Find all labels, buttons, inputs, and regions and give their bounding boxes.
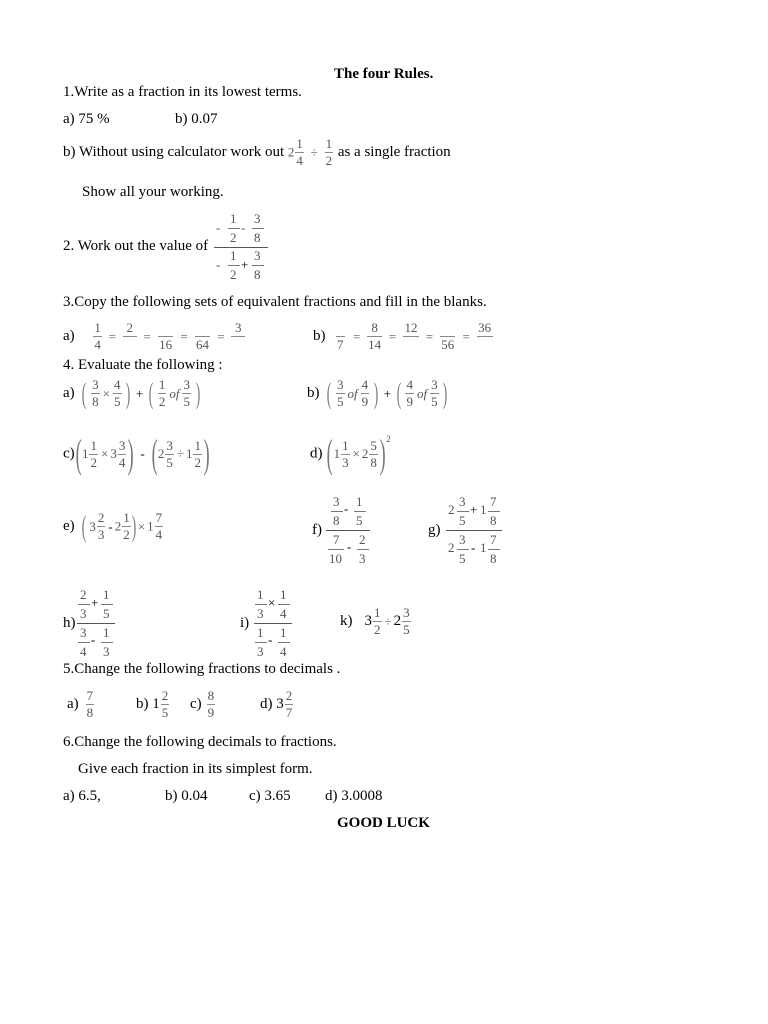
left-paren: ( [327, 376, 332, 410]
q1-heading: 1.Write as a fraction in its lowest terms. [63, 84, 302, 100]
numerator: 12 [404, 320, 418, 335]
denominator: 2 [194, 454, 201, 470]
q5-a [67, 688, 95, 721]
denominator: 8 [254, 230, 261, 245]
fraction [336, 377, 345, 410]
q4-k-label: k) [340, 613, 353, 629]
minus-sign: - [347, 539, 352, 554]
fraction-bar [357, 549, 369, 550]
q1-b2-pre: b) Without using calculator work out [63, 144, 285, 160]
fraction [93, 320, 102, 353]
numerator: 1 [280, 587, 287, 602]
fraction-bar [278, 642, 290, 643]
numerator: 1 [103, 587, 110, 602]
fraction-bar [328, 549, 344, 550]
fraction [86, 688, 95, 721]
numerator: 1 [94, 320, 101, 335]
q3-a-label: a) [63, 328, 75, 344]
numerator: 3 [118, 437, 126, 453]
q1-show-working: Show all your working. [82, 184, 224, 200]
numerator: 8 [207, 688, 215, 703]
denominator: 64 [195, 337, 209, 352]
denominator: 5 [337, 394, 344, 409]
plus-sign: + [136, 385, 144, 401]
whole-number: 3 [110, 446, 117, 461]
q5-d-label: d) 3 [260, 696, 284, 712]
minus-sign: - [268, 632, 273, 647]
equals-sign: = [217, 328, 225, 344]
numerator: 2 [285, 688, 293, 703]
plus-sign: + [241, 257, 249, 272]
q5-d [260, 688, 294, 721]
fraction [325, 136, 334, 169]
denominator: 3 [257, 644, 264, 659]
numerator: 3 [254, 211, 261, 226]
numerator-blank [194, 320, 210, 336]
numerator: 3 [166, 437, 173, 453]
fraction [341, 438, 350, 471]
denominator: 9 [207, 705, 215, 720]
numerator-blank [158, 320, 174, 336]
numerator: 4 [406, 377, 413, 392]
q6-a: a) 6.5, [63, 788, 101, 804]
fraction-bar [252, 265, 264, 266]
whole-number: 2 [361, 446, 369, 461]
left-paren: ( [396, 376, 401, 410]
denominator: 2 [325, 153, 333, 168]
minus-sign: - [91, 632, 96, 647]
minus-sign: - [140, 446, 145, 461]
denominator: 3 [342, 454, 349, 470]
numerator: 3 [254, 248, 261, 263]
fraction [182, 377, 191, 410]
fraction [122, 510, 131, 543]
denominator: 3 [257, 606, 264, 621]
fraction [161, 688, 170, 721]
right-paren: ) [203, 431, 210, 476]
times-sign: × [137, 518, 146, 534]
main-fraction-bar [326, 530, 370, 531]
minus-sign: - [241, 220, 246, 235]
denominator: 4 [296, 153, 303, 168]
numerator: 1 [342, 437, 349, 453]
fraction-bar [255, 604, 267, 605]
q4-g-complex-fraction [446, 492, 504, 570]
fraction [207, 688, 216, 721]
left-paren: ( [326, 431, 333, 476]
fraction-bar [278, 604, 290, 605]
whole-number: 1 [147, 518, 154, 534]
equals-sign: = [180, 328, 188, 344]
of-word: of [416, 385, 428, 401]
main-fraction-bar [254, 623, 292, 624]
fraction [440, 320, 456, 353]
q3-a [63, 320, 246, 353]
numerator: 1 [230, 211, 237, 226]
numerator: 1 [374, 605, 381, 620]
right-paren: ) [379, 431, 386, 476]
denominator: 5 [161, 705, 169, 720]
denominator: 5 [183, 394, 190, 409]
fraction [477, 320, 493, 353]
numerator: 3 [431, 377, 438, 392]
denominator: 8 [490, 551, 497, 566]
fraction [367, 320, 382, 353]
fraction [295, 136, 304, 169]
q4-e-label: e) [63, 518, 75, 534]
fraction-bar [457, 549, 469, 550]
fraction [118, 438, 127, 471]
numerator: 5 [370, 437, 377, 453]
exponent: 2 [386, 434, 391, 444]
fraction [285, 688, 294, 721]
minus-sign: - [216, 257, 221, 272]
denominator: 8 [333, 513, 340, 528]
fraction-bar [354, 511, 366, 512]
q4-heading: 4. Evaluate the following : [63, 357, 223, 373]
whole-number: 1 [480, 540, 487, 555]
numerator: 1 [280, 625, 287, 640]
q3-b [313, 320, 494, 353]
fraction [113, 377, 122, 410]
numerator: 1 [103, 625, 110, 640]
times-sign: × [352, 446, 360, 461]
q1-b2-line [63, 136, 451, 169]
fraction [158, 377, 167, 410]
denominator: 14 [368, 337, 382, 352]
q5-a-label: a) [67, 696, 79, 712]
denominator: 3 [359, 551, 366, 566]
whole-number: 2 [448, 540, 455, 555]
denominator: 8 [370, 454, 377, 470]
numerator: 2 [80, 587, 87, 602]
q1-a: a) 75 % [63, 111, 110, 127]
left-paren: ( [75, 431, 82, 476]
q4-h-label: h) [63, 615, 76, 631]
denominator: 4 [280, 644, 287, 659]
fraction-bar [331, 511, 343, 512]
fraction-bar [78, 642, 90, 643]
q4-a-label: a) [63, 385, 75, 401]
denominator: 5 [459, 513, 466, 528]
fraction [89, 438, 98, 471]
q4-d-label: d) [310, 445, 323, 462]
denominator: 9 [361, 394, 369, 409]
divide-sign: ÷ [176, 446, 184, 461]
q1-b2-post: as a single fraction [337, 144, 451, 160]
denominator: 9 [406, 394, 413, 409]
denominator: 5 [431, 394, 438, 409]
q4-i-label: i) [240, 615, 250, 631]
whole-number: 1 [480, 502, 487, 517]
main-fraction-bar [446, 530, 502, 531]
q6-heading: 6.Change the following decimals to fractions. [63, 734, 337, 750]
q5-b-label: b) 1 [136, 696, 160, 712]
equals-sign: = [143, 328, 151, 344]
fraction-bar [255, 642, 267, 643]
left-paren: ( [82, 509, 87, 543]
of-word: of [347, 385, 358, 401]
fraction [97, 510, 106, 543]
whole-number: 3 [364, 613, 372, 629]
q4-h-complex-fraction [77, 585, 117, 663]
numerator: 7 [86, 688, 94, 703]
numerator: 2 [97, 510, 105, 525]
q3-heading: 3.Copy the following sets of equivalent fractions and fill in the blanks. [63, 294, 487, 310]
denominator: 7 [285, 705, 293, 720]
q5-heading: 5.Change the following fractions to decimals . [63, 661, 341, 677]
minus-sign: - [108, 518, 113, 534]
denominator: 4 [118, 454, 126, 470]
fraction [165, 438, 174, 471]
times-sign: × [100, 446, 109, 461]
q2-complex-fraction [214, 210, 270, 284]
numerator: 4 [361, 377, 369, 392]
denominator: 7 [337, 337, 344, 352]
equals-sign: = [108, 328, 116, 344]
numerator: 1 [123, 510, 130, 525]
denominator: 5 [356, 513, 363, 528]
whole-number: 2 [393, 613, 402, 629]
whole-number: 1 [185, 446, 193, 461]
q5-c-label: c) [190, 696, 202, 712]
denominator: 5 [403, 622, 410, 637]
numerator: 3 [80, 625, 87, 640]
denominator: 16 [159, 337, 173, 352]
numerator-blank [334, 320, 346, 336]
denominator: 8 [86, 705, 94, 720]
fraction-bar [252, 228, 264, 229]
denominator: 2 [230, 230, 237, 245]
denominator-blank [477, 336, 493, 353]
q6-sub: Give each fraction in its simplest form. [78, 761, 313, 777]
denominator: 4 [80, 644, 87, 659]
denominator: 5 [103, 606, 110, 621]
fraction [369, 438, 378, 471]
denominator: 5 [114, 394, 121, 409]
q4-b-label: b) [307, 385, 320, 401]
denominator: 4 [155, 527, 163, 542]
q4-b [307, 377, 447, 410]
q4-d [310, 431, 391, 476]
equals-sign: = [388, 328, 397, 344]
denominator: 3 [80, 606, 87, 621]
fraction [402, 605, 411, 638]
footer-good-luck: GOOD LUCK [337, 815, 430, 831]
denominator: 2 [123, 527, 130, 542]
fraction [430, 377, 439, 410]
q4-k [340, 605, 412, 638]
denominator: 3 [103, 644, 110, 659]
whole-number: 2 [448, 502, 455, 517]
numerator: 1 [194, 437, 201, 453]
q6-c: c) 3.65 [249, 788, 291, 804]
page-title: The four Rules. [334, 66, 434, 82]
equals-sign: = [462, 328, 470, 344]
numerator: 3 [92, 377, 99, 392]
whole-number: 3 [89, 518, 96, 534]
numerator: 4 [114, 377, 121, 392]
plus-sign: + [91, 595, 99, 610]
denominator: 8 [254, 267, 261, 282]
denominator: 10 [329, 551, 342, 566]
fraction-bar [457, 511, 469, 512]
numerator-blank [440, 320, 456, 336]
fraction [91, 377, 100, 410]
fraction [158, 320, 174, 353]
denominator: 56 [441, 337, 455, 352]
divide-sign: ÷ [310, 144, 318, 160]
q4-e [63, 510, 164, 543]
fraction-bar [228, 265, 240, 266]
denominator: 2 [158, 394, 166, 409]
denominator: 2 [230, 267, 237, 282]
fraction [405, 377, 414, 410]
denominator-blank [403, 336, 419, 353]
q5-b [136, 688, 170, 721]
right-paren: ) [126, 376, 131, 410]
fraction [123, 320, 137, 353]
fraction [193, 438, 202, 471]
right-paren: ) [131, 509, 136, 543]
numerator: 1 [296, 136, 303, 151]
fraction-bar [101, 604, 113, 605]
fraction-bar [488, 549, 500, 550]
numerator: 1 [90, 437, 97, 453]
plus-sign: + [383, 385, 391, 401]
right-paren: ) [373, 376, 379, 410]
denominator: 8 [92, 394, 99, 409]
numerator: 3 [183, 377, 190, 392]
denominator: 4 [94, 337, 101, 352]
main-fraction-bar [77, 623, 115, 624]
fraction [334, 320, 346, 353]
fraction [155, 510, 164, 543]
fraction-bar [101, 642, 113, 643]
fraction [231, 320, 245, 353]
numerator: 2 [126, 320, 133, 335]
whole-number: 1 [81, 446, 89, 461]
numerator: 36 [478, 320, 492, 335]
q3-b-label: b) [313, 328, 326, 344]
right-paren: ) [195, 376, 200, 410]
numerator: 1 [325, 136, 333, 151]
numerator: 3 [459, 532, 466, 547]
numerator: 1 [257, 625, 264, 640]
numerator: 8 [371, 320, 378, 335]
of-word: of [169, 385, 180, 401]
q4-f-label: f) [312, 522, 322, 538]
numerator: 2 [359, 532, 366, 547]
numerator: 3 [459, 494, 466, 509]
q6-d: d) 3.0008 [325, 788, 383, 804]
numerator: 3 [403, 605, 410, 620]
q5-c [190, 688, 216, 721]
q4-c-label: c) [63, 445, 75, 462]
equals-sign: = [425, 328, 434, 344]
plus-sign: + [470, 502, 478, 517]
numerator: 3 [235, 320, 242, 335]
q1-b: b) 0.07 [175, 111, 218, 127]
q4-c [63, 431, 210, 476]
left-paren: ( [82, 376, 87, 410]
fraction [194, 320, 210, 353]
q1-b2-whole: 2 [287, 144, 295, 160]
numerator: 3 [333, 494, 340, 509]
right-paren: ) [127, 431, 134, 476]
fraction [403, 320, 419, 353]
q4-a [63, 377, 200, 410]
minus-sign: - [216, 220, 221, 235]
numerator: 7 [490, 494, 497, 509]
denominator-blank [123, 336, 137, 353]
q2-label: 2. Work out the value of [63, 238, 209, 254]
whole-number: 1 [333, 446, 341, 461]
times-sign: × [102, 385, 110, 401]
numerator: 1 [257, 587, 264, 602]
numerator: 7 [333, 532, 340, 547]
left-paren: ( [151, 431, 158, 476]
fraction [373, 605, 382, 638]
fraction [361, 377, 370, 410]
denominator: 5 [459, 551, 466, 566]
denominator: 8 [490, 513, 497, 528]
numerator: 3 [337, 377, 344, 392]
q4-g-label: g) [428, 522, 441, 538]
numerator: 2 [161, 688, 169, 703]
minus-sign: - [471, 540, 476, 555]
q4-i-complex-fraction [254, 585, 294, 663]
fraction-bar [78, 604, 90, 605]
fraction-bar [228, 228, 240, 229]
whole-number: 2 [157, 446, 165, 461]
minus-sign: - [344, 501, 349, 516]
q6-b: b) 0.04 [165, 788, 208, 804]
times-sign: × [268, 595, 276, 610]
numerator: 1 [230, 248, 237, 263]
left-paren: ( [148, 376, 154, 410]
numerator: 7 [490, 532, 497, 547]
fraction-bar [488, 511, 500, 512]
denominator: 2 [90, 454, 97, 470]
numerator: 7 [155, 510, 163, 525]
q4-f-complex-fraction [326, 492, 376, 570]
denominator: 4 [280, 606, 287, 621]
numerator: 1 [158, 377, 166, 392]
denominator: 5 [166, 454, 173, 470]
denominator-blank [231, 336, 245, 353]
equals-sign: = [353, 328, 361, 344]
denominator: 3 [97, 527, 105, 542]
numerator: 1 [356, 494, 363, 509]
divide-sign: ÷ [384, 613, 392, 629]
right-paren: ) [443, 376, 448, 410]
denominator: 2 [374, 622, 381, 637]
whole-number: 2 [114, 518, 122, 534]
